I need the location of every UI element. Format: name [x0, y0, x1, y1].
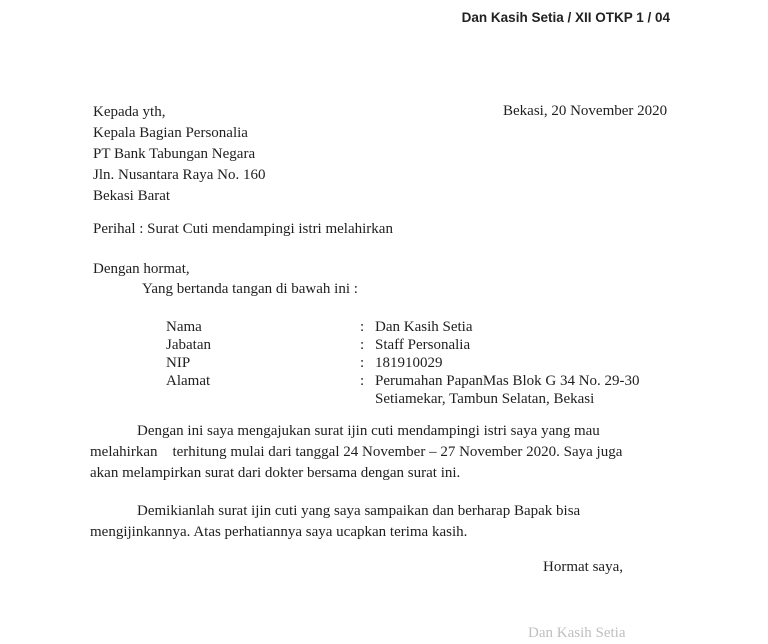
opening-line: Yang bertanda tangan di bawah ini :: [142, 281, 358, 297]
paragraph-line: akan melampirkan surat dari dokter bersama dengan surat ini.: [90, 465, 461, 481]
detail-value: 181910029: [375, 355, 443, 371]
paragraph-line: Dengan ini saya mengajukan surat ijin cuti mendampingi istri saya yang mau: [137, 423, 600, 439]
detail-value: Perumahan PapanMas Blok G 34 No. 29-30: [375, 373, 640, 389]
body-paragraph-2: [90, 501, 662, 543]
letter-date: Bekasi, 20 November 2020: [503, 103, 668, 119]
detail-row-nip: [166, 354, 640, 372]
paragraph-line: melahirkan terhitung mulai dari tanggal 24 November – 27 November 2020. Saya juga: [90, 444, 623, 460]
signature-name-cropped: Dan Kasih Setia: [528, 625, 626, 641]
detail-value-continuation: Setiamekar, Tambun Selatan, Bekasi: [375, 391, 595, 407]
paragraph-line: Demikianlah surat ijin cuti yang saya sampaikan dan berharap Bapak bisa: [137, 503, 581, 519]
paragraph-line: mengijinkannya. Atas perhatiannya saya ucapkan terima kasih.: [90, 524, 468, 540]
recipient-line: Jln. Nusantara Raya No. 160: [93, 167, 266, 183]
recipient-line: Kepala Bagian Personalia: [93, 125, 248, 141]
closing-salutation: Hormat saya,: [543, 559, 623, 575]
detail-label: Alamat: [166, 373, 211, 389]
detail-separator: :: [360, 373, 365, 389]
detail-label: Jabatan: [166, 337, 211, 353]
salutation: Dengan hormat,: [93, 261, 190, 277]
detail-row-jabatan: [166, 336, 640, 354]
detail-value: Dan Kasih Setia: [375, 319, 473, 335]
recipient-line: PT Bank Tabungan Negara: [93, 146, 256, 162]
detail-value: Staff Personalia: [375, 337, 471, 353]
sender-details-table: [166, 318, 640, 408]
recipient-block: [93, 102, 265, 207]
recipient-line: Kepada yth,: [93, 104, 166, 120]
subject-line: Perihal : Surat Cuti mendampingi istri melahirkan: [93, 221, 393, 237]
detail-label: Nama: [166, 319, 202, 335]
detail-row-nama: [166, 318, 640, 336]
detail-separator: :: [360, 337, 365, 353]
detail-label: NIP: [166, 355, 191, 371]
body-paragraph-1: [90, 421, 662, 484]
recipient-line: Bekasi Barat: [93, 188, 171, 204]
detail-row-alamat: [166, 372, 640, 390]
detail-separator: :: [360, 319, 365, 335]
detail-separator: :: [360, 355, 365, 371]
student-id-header: Dan Kasih Setia / XII OTKP 1 / 04: [461, 10, 670, 25]
